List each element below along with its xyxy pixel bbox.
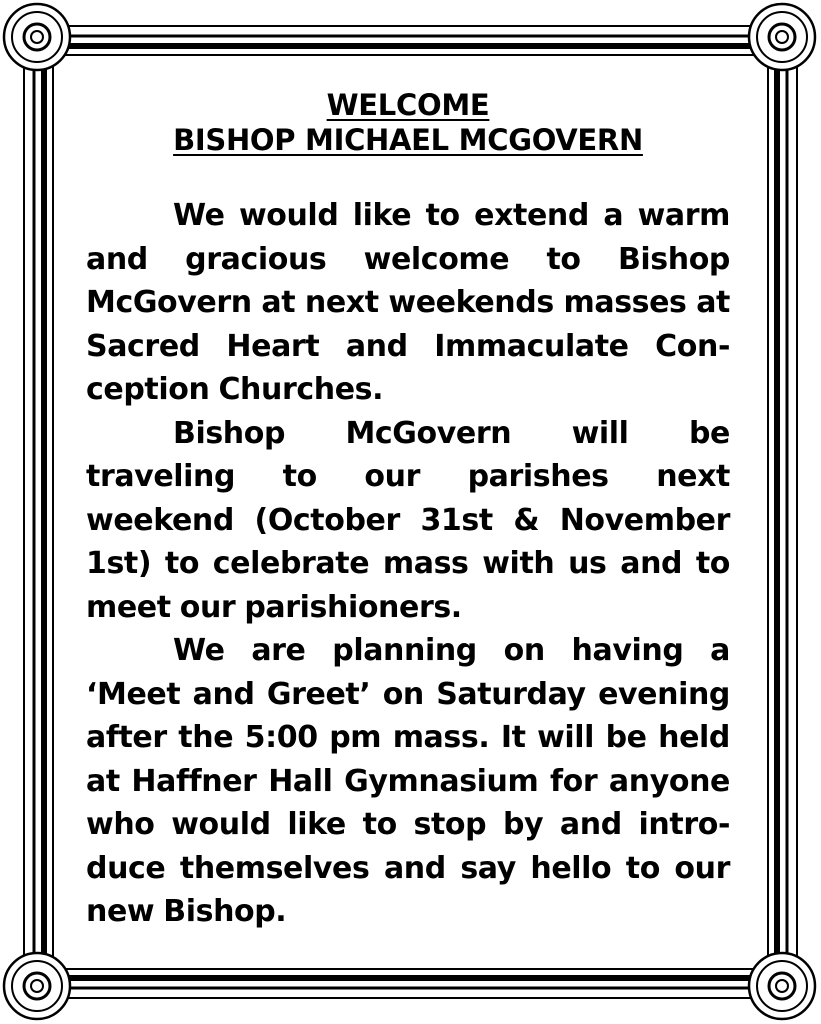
flyer-content: [86, 88, 730, 934]
paragraph-meet-and-greet: We are planning on having a ‘Meet and Greet’ on Saturday evening after the 5:00 pm mass. It will be held at Haffner Hall Gymnasium for anyone who would like to stop by and intro-duce themselves and say hello to our new Bishop.: [86, 633, 730, 929]
corner-ornament-bottom-left: [4, 953, 70, 1019]
paragraph-visit-dates: Bishop McGovern will be traveling to our parishes next weekend (October 31st & November 1st) to celebrate mass with us and to meet our parishioners.: [86, 415, 730, 625]
corner-ornament-top-right: [749, 4, 815, 70]
title-line-welcome: WELCOME: [326, 88, 490, 122]
title-line-bishop-name: BISHOP MICHAEL MCGOVERN: [173, 123, 643, 157]
paragraph-welcome: We would like to extend a warm and gracious welcome to Bishop McGovern at next weekends masses at Sacred Heart and Immaculate Con-ception Churches.: [86, 198, 730, 407]
corner-ornament-top-left: [4, 4, 70, 70]
corner-ornament-bottom-right: [749, 953, 815, 1019]
flyer-title: [86, 88, 730, 158]
